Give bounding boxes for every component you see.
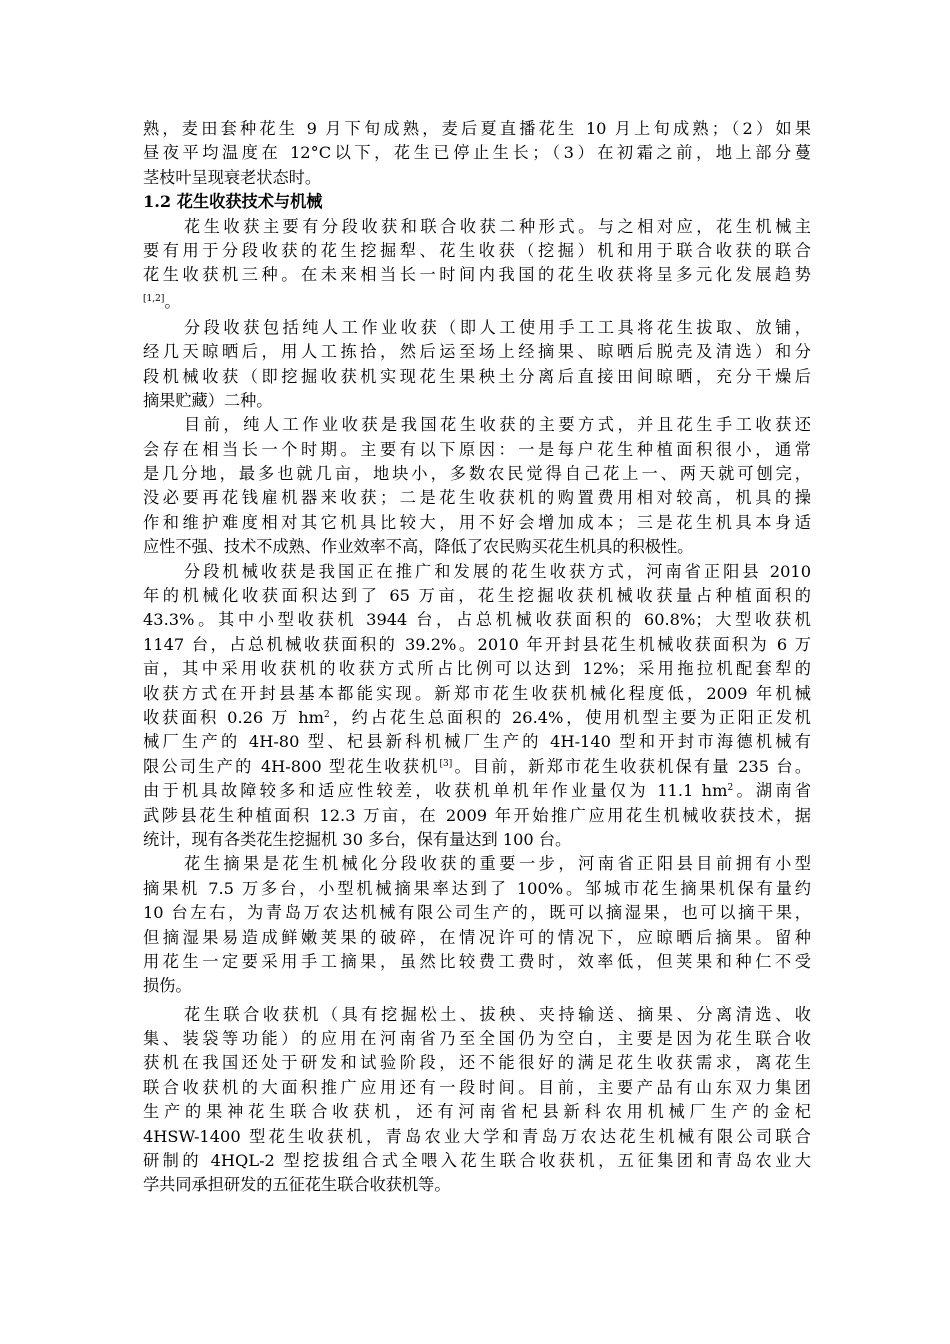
text-line: 10 台左右，为青岛万农达机械有限公司生产的，既可以摘湿果，也可以摘干果， — [143, 903, 811, 923]
text-line: 年的机械化收获面积达到了 65 万亩，花生挖掘收获机械收获量占种植面积的 — [143, 586, 811, 606]
paragraph-manual-harvest — [143, 413, 811, 559]
text-fragment: 。湖南省 — [733, 781, 812, 801]
text-line: 获机在我国还处于研发和试验阶段，还不能很好的满足花生收获需求，离花生 — [143, 1053, 811, 1073]
paragraph-picking — [143, 852, 811, 998]
text-line: 生产的果神花生联合收获机，还有河南省杞县新科农用机械厂生产的金杞 — [143, 1102, 811, 1122]
text-line: 武陟县花生种植面积 12.3 万亩，在 2009 年开始推广应用花生机械收获技术，据 — [143, 805, 811, 825]
text-line — [143, 779, 811, 803]
text-line: 研制的 4HQL-2 型挖拔组合式全喂入花生联合收获机，五征集团和青岛农业大 — [143, 1151, 811, 1171]
text-line: 是几分地，最多也就几亩，地块小，多数农民觉得自己花上一、两天就可刨完， — [143, 464, 811, 484]
text-line: 没必要再花钱雇机器来收获；二是花生收获机的购置费用相对较高，机具的操 — [143, 488, 811, 508]
citation: [3] — [439, 758, 453, 769]
text-line: 4HSW-1400 型花生收获机，青岛农业大学和青岛万农达花生机械有限公司联合 — [143, 1126, 811, 1146]
text-fragment: 。目前，新郑市花生收获机保有量 235 台。 — [452, 756, 812, 776]
section-heading: 1.2 花生收获技术与机械 — [143, 192, 323, 212]
paragraph-staged-harvest — [143, 316, 811, 414]
text-line: 学共同承担研发的五征花生联合收获机等。 — [143, 1175, 451, 1195]
text-line: 43.3%。其中小型收获机 3944 台，占总机械收获面积的 60.8%；大型收获机 — [143, 610, 811, 630]
text-fragment: ，约占花生总面积的 26.4%，使用机型主要为正阳正发机 — [329, 707, 811, 727]
paragraph-growth-conditions — [143, 117, 811, 190]
text-line: 作和维护难度相对其它机具比较大，用不好会增加成本；三是花生机具本身适 — [143, 512, 811, 532]
text-line: 1147 台，占总机械收获面积的 39.2%。2010 年开封县花生机械收获面积为 6 万 — [143, 634, 811, 654]
document-page — [143, 117, 811, 1198]
text-fragment: 限公司生产的 4H-800 型花生收获机 — [143, 756, 440, 776]
text-line: 摘果贮藏）二种。 — [143, 390, 273, 410]
text-line: 应性不强、技术不成熟、作业效率不高，降低了农民购买花生机具的积极性。 — [143, 537, 694, 557]
text-line: 花生收获主要有分段收获和联合收获二种形式。与之相对应，花生机械主 — [184, 216, 811, 236]
text-line: 昼夜平均温度在 12°C以下，花生已停止生长；（3）在初霜之前，地上部分蔓 — [143, 143, 811, 163]
text-line: 用花生一定要采用手工摘果，虽然比较费工费时，效率低，但荚果和种仁不受 — [143, 951, 811, 971]
text-line: 花生摘果是花生机械化分段收获的重要一步，河南省正阳县目前拥有小型 — [184, 854, 811, 874]
text-line: 但摘湿果易造成鲜嫩荚果的破碎，在情况许可的情况下，应晾晒后摘果。留种 — [143, 927, 811, 947]
text-line: 要有用于分段收获的花生挖掘犁、花生收获（挖掘）机和用于联合收获的联合 — [143, 240, 811, 260]
text-line: 分段收获包括纯人工作业收获（即人工使用手工工具将花生拔取、放铺， — [184, 317, 811, 337]
text-line: 花生收获机三种。在未来相当长一时间内我国的花生收获将呈多元化发展趋势 — [143, 265, 811, 285]
text-line: 摘果机 7.5 万多台，小型机械摘果率达到了 100%。邹城市花生摘果机保有量约 — [143, 878, 811, 898]
text-line — [143, 706, 811, 730]
paragraph-mechanized-harvest — [143, 560, 811, 853]
paragraph-harvest-forms — [143, 215, 811, 316]
text-line: 统计，现有各类花生挖掘机 30 多台，保有量达到 100 台。 — [143, 829, 572, 849]
text-line: 收获方式在开封县基本都能实现。新郑市花生收获机械化程度低，2009 年机械 — [143, 683, 811, 703]
text-line: 经几天晾晒后，用人工拣拾，然后运至场上经摘果、晾晒后脱壳及清选）和分 — [143, 342, 811, 362]
text-line — [143, 288, 811, 316]
text-fragment: 收获面积 0.26 万 hm — [143, 707, 325, 727]
text-fragment: 由于机具故障较多和适应性较差，收获机单机年作业量仅为 11.1 hm — [143, 781, 728, 801]
text-line: 联合收获机的大面积推广应用还有一段时间。目前，主要产品有山东双力集团 — [143, 1077, 811, 1097]
text-line: 花生联合收获机（具有挖掘松土、拔秧、夹持输送、摘果、分离清选、收 — [184, 1004, 811, 1024]
text-line: 熟，麦田套种花生 9 月下旬成熟，麦后夏直播花生 10 月上旬成熟；（2）如果 — [143, 119, 811, 138]
text-line: 分段机械收获是我国正在推广和发展的花生收获方式，河南省正阳县 2010 — [184, 561, 811, 581]
text-fragment: 。 — [164, 291, 181, 311]
superscript: 2 — [727, 783, 734, 794]
superscript: 2 — [324, 709, 330, 720]
text-line: 茎枝叶呈现衰老状态时。 — [143, 167, 322, 187]
text-line: 亩，其中采用收获机的收获方式所占比例可以达到 12%；采用拖拉机配套犁的 — [143, 659, 811, 679]
text-line: 械厂生产的 4H-80 型、杞县新科机械厂生产的 4H-140 型和开封市海德机械有 — [143, 732, 811, 752]
text-line — [143, 755, 811, 779]
paragraph-combine-harvester — [143, 1003, 811, 1198]
text-line: 会存在相当长一个时期。主要有以下原因：一是每户花生种植面积很小，通常 — [143, 439, 811, 459]
text-line: 损伤。 — [143, 976, 192, 996]
text-line: 目前，纯人工作业收获是我国花生收获的主要方式，并且花生手工收获还 — [184, 415, 811, 435]
text-line: 段机械收获（即挖掘收获机实现花生果秧土分离后直接田间晾晒，充分干燥后 — [143, 366, 811, 386]
text-line: 集、装袋等功能）的应用在河南省乃至全国仍为空白，主要是因为花生联合收 — [143, 1029, 811, 1049]
citation: [1,2] — [143, 293, 165, 304]
